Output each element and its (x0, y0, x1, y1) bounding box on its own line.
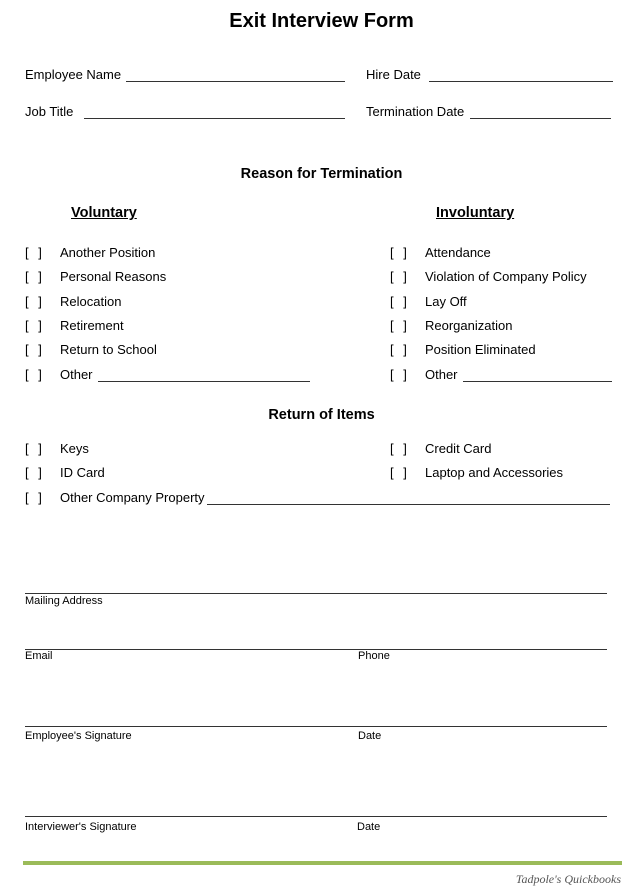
hire-date-field[interactable] (429, 81, 613, 82)
job-title-label: Job Title (25, 104, 74, 119)
checkbox-other-property[interactable]: [ ] (25, 490, 45, 505)
other-property-field[interactable] (207, 504, 610, 505)
involuntary-heading: Involuntary (436, 205, 515, 221)
interviewer-date-label: Date (357, 821, 381, 833)
checkbox-another-position[interactable]: [ ] (25, 245, 45, 260)
mailing-address-label: Mailing Address (25, 595, 103, 607)
option-label: Position Eliminated (425, 342, 536, 357)
voluntary-other-field[interactable] (98, 381, 310, 382)
items-section-title: Return of Items (268, 407, 375, 423)
checkbox-position-eliminated[interactable]: [ ] (390, 342, 410, 357)
checkbox-id-card[interactable]: [ ] (25, 465, 45, 480)
checkbox-lay-off[interactable]: [ ] (390, 294, 410, 309)
interviewer-signature-field[interactable] (25, 816, 607, 817)
interviewer-signature-label: Interviewer's Signature (25, 821, 137, 833)
employee-signature-label: Employee's Signature (25, 730, 132, 742)
option-label: Violation of Company Policy (425, 269, 587, 284)
checkbox-voluntary-other[interactable]: [ ] (25, 367, 45, 382)
checkbox-return-to-school[interactable]: [ ] (25, 342, 45, 357)
job-title-field[interactable] (84, 118, 345, 119)
item-label: Keys (60, 441, 89, 456)
phone-label: Phone (358, 650, 390, 662)
checkbox-laptop[interactable]: [ ] (390, 465, 410, 480)
checkbox-violation[interactable]: [ ] (390, 269, 410, 284)
employee-date-label: Date (358, 730, 382, 742)
option-label: Attendance (425, 245, 491, 260)
checkbox-relocation[interactable]: [ ] (25, 294, 45, 309)
email-phone-field[interactable] (25, 649, 607, 650)
checkbox-keys[interactable]: [ ] (25, 441, 45, 456)
option-label: Personal Reasons (60, 269, 167, 284)
option-label: Other (60, 367, 93, 382)
footer-brand: Tadpole's Quickbooks (515, 872, 621, 886)
termination-date-label: Termination Date (366, 104, 465, 119)
checkbox-attendance[interactable]: [ ] (390, 245, 410, 260)
item-label: ID Card (60, 465, 105, 480)
reason-section-title: Reason for Termination (240, 166, 403, 182)
option-label: Relocation (60, 294, 122, 309)
option-label: Lay Off (425, 294, 467, 309)
option-label: Another Position (60, 245, 156, 260)
email-label: Email (25, 650, 53, 662)
option-label: Reorganization (425, 318, 513, 333)
option-label: Retirement (60, 318, 124, 333)
mailing-address-field[interactable] (25, 593, 607, 594)
checkbox-retirement[interactable]: [ ] (25, 318, 45, 333)
hire-date-label: Hire Date (366, 67, 421, 82)
employee-name-field[interactable] (126, 81, 345, 82)
item-label: Other Company Property (60, 490, 205, 505)
item-label: Laptop and Accessories (425, 465, 564, 480)
checkbox-involuntary-other[interactable]: [ ] (390, 367, 410, 382)
option-label: Return to School (60, 342, 157, 357)
option-label: Other (425, 367, 458, 382)
termination-date-field[interactable] (470, 118, 611, 119)
checkbox-personal-reasons[interactable]: [ ] (25, 269, 45, 284)
checkbox-reorganization[interactable]: [ ] (390, 318, 410, 333)
voluntary-heading: Voluntary (71, 205, 137, 221)
employee-name-label: Employee Name (25, 67, 122, 82)
employee-signature-field[interactable] (25, 726, 607, 727)
form-title: Exit Interview Form (229, 10, 414, 32)
checkbox-credit-card[interactable]: [ ] (390, 441, 410, 456)
item-label: Credit Card (425, 441, 492, 456)
involuntary-other-field[interactable] (463, 381, 612, 382)
footer-bar (23, 861, 622, 865)
